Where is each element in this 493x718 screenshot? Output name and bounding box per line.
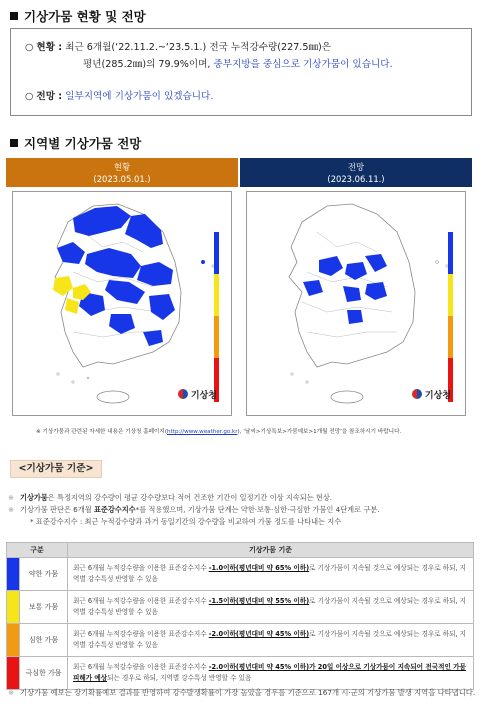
status-summary-box: ○ 현황 : 최근 6개월(‘22.11.2.~‘23.5.1.) 전국 누적강수량(227.5㎜)은 평년(285.2㎜)의 79.9%이며, 중부지방을 중심으로 기상가뭄이 있습니다. ○ 전망 : 일부지역에 기상가뭄이 있겠습니다. — [10, 28, 472, 116]
kma-logo: 기상청 — [178, 388, 217, 401]
map-current-header: 현황 (2023.05.01.) — [6, 158, 238, 187]
table-row: 보통 가뭄 최근 6개월 누적강수량을 이용한 표준강수지수 -1.5이하(평년대비 약 55% 이하)로 기상가뭄이 지속될 것으로 예상되는 경우로 하되, 지역별 강수특성 반영할 수 있음 — [7, 591, 474, 624]
map-reference-note: ※ 기상가뭄과 관련된 자세한 내용은 기상청 홈페이지(http://www.weather.go.kr), ‘날씨>기상특보>가뭄예보>1개월 전망’을 참조하시기 바랍니다. — [36, 429, 402, 435]
forecast-text: 일부지역에 기상가뭄이 있겠습니다. — [65, 91, 214, 102]
color-swatch — [7, 624, 20, 657]
table-row: 극심한 가뭄 최근 6개월 누적강수량을 이용한 표준강수지수 -2.0이하(평년대비 약 45% 이하)가 20일 이상으로 기상가뭄이 지속되어 전국적인 가뭄 피해가 예상되는 경우로 하되, 지역별 강수특성 반영할 수 있음 — [7, 657, 474, 690]
map-current — [6, 158, 238, 420]
square-bullet-icon — [10, 139, 18, 147]
legend-bar-forecast — [448, 232, 453, 402]
color-swatch — [7, 591, 20, 624]
color-swatch — [7, 558, 20, 591]
table-row: 심한 가뭄 최근 6개월 누적강수량을 이용한 표준강수지수 -2.0이하(평년대비 약 45% 이하)로 기상가뭄이 지속될 것으로 예상되는 경우로 하되, 지역별 강수특성 반영할 수 있음 — [7, 624, 474, 657]
footer-note: ※ 기상가뭄 예보는 장기확률예보 결과를 반영하여 강수발생확률이 가장 높았을 경우를 기준으로 167개 시·군의 기상가뭄 발생 지역을 나타냅니다. — [8, 686, 478, 699]
current-line2b: 중부지방을 중심으로 기상가뭄이 있습니다. — [213, 59, 393, 70]
current-line2a: 평년(285.2㎜)의 79.9%이며, — [83, 59, 211, 70]
color-swatch — [7, 657, 20, 690]
section-title-regional: 지역별 기상가뭄 전망 — [10, 134, 141, 152]
korea-map-forecast — [247, 192, 467, 417]
table-header-criteria: 기상가뭄 기준 — [68, 543, 474, 558]
square-bullet-icon — [10, 12, 18, 20]
criteria-title: <기상가뭄 기준> — [10, 460, 102, 478]
korea-map-current — [13, 192, 233, 417]
map-forecast-header: 전망 (2023.06.11.) — [240, 158, 472, 187]
table-row: 약한 가뭄 최근 6개월 누적강수량을 이용한 표준강수지수 -1.0이하(평년대비 약 65% 이하)로 기상가뭄이 지속될 것으로 예상되는 경우로 하되, 지역별 강수특성 반영할 수 있음 — [7, 558, 474, 591]
map-forecast — [240, 158, 472, 420]
current-label: 현황 : — [36, 42, 63, 53]
criteria-notes: ※ 기상가뭄은 특정지역의 강수량이 평균 강수량보다 적어 건조한 기간이 일정기간 이상 지속되는 현상. ※ 기상가뭄 판단은 6개월 표준강수지수*를 적용했으며, 기상가뭄 단계는 약한·보통·심한·극심한 가뭄인 4단계로 구분. * 표준강수지수 : 최근 누적강수량과 과거 동일기간의 강수량을 비교하여 가뭄 정도를 나타내는 지수 — [8, 492, 478, 528]
kma-logo: 기상청 — [412, 388, 451, 401]
criteria-table — [6, 542, 474, 690]
section-title-status: 기상가뭄 현황 및 전망 — [10, 7, 146, 25]
legend-bar-current — [214, 232, 219, 402]
weather-site-link[interactable]: http://www.weather.go.kr — [167, 429, 238, 435]
table-header-level: 구분 — [7, 543, 68, 558]
map-forecast-frame — [246, 191, 466, 416]
forecast-label: 전망 : — [36, 91, 63, 102]
current-line1: 최근 6개월(‘22.11.2.~‘23.5.1.) 전국 누적강수량(227.5㎜)은 — [65, 42, 332, 53]
map-current-frame — [12, 191, 232, 416]
drought-maps — [6, 158, 472, 420]
